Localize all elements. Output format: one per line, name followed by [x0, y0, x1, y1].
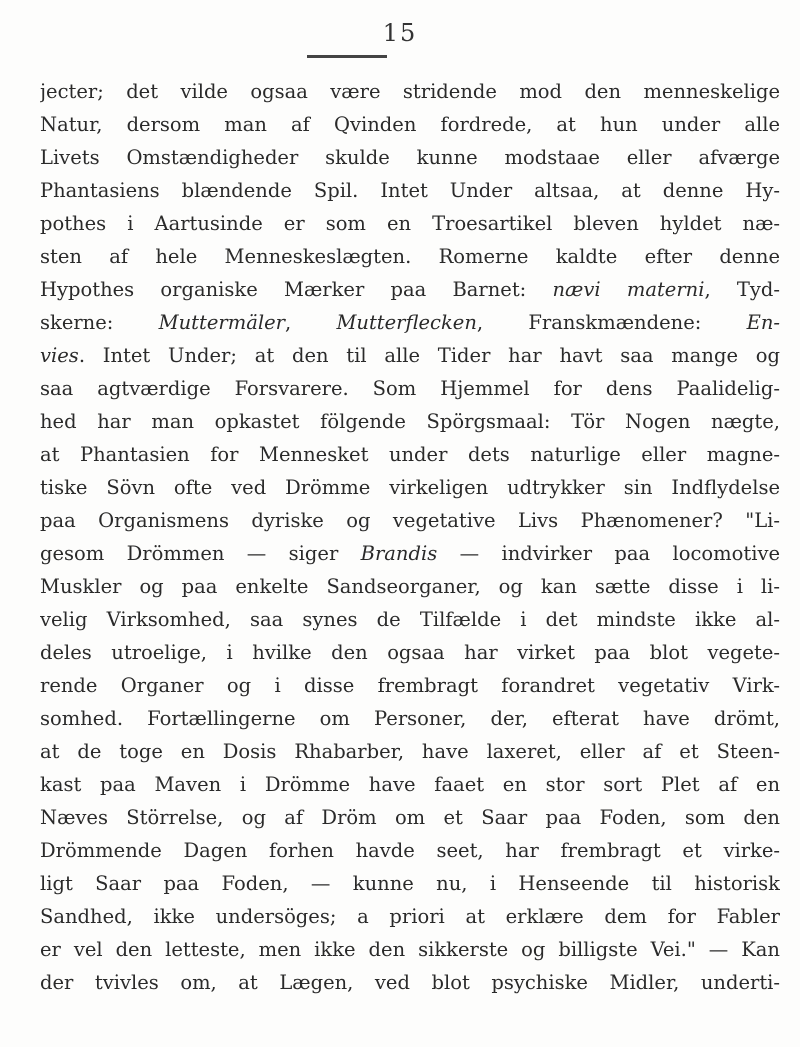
text-line [40, 240, 780, 273]
text-line [40, 801, 780, 834]
body-text [40, 75, 780, 999]
italic-text: En- [746, 311, 780, 334]
text-line [40, 867, 780, 900]
text-line [40, 669, 780, 702]
text-line [40, 768, 780, 801]
text-line [40, 603, 780, 636]
italic-text: Mutterflecken [336, 311, 477, 334]
text-segment: deles utroelige, i hvilke den ogsaa har virket paa blot vegete- [40, 641, 780, 664]
text-segment: Hypothes organiske Mærker paa Barnet: [40, 278, 553, 301]
text-line [40, 75, 780, 108]
italic-text: vies [40, 344, 79, 367]
text-segment: pothes i Aartusinde er som en Troesartikel bleven hyldet næ- [40, 212, 780, 235]
text-line [40, 471, 780, 504]
text-segment: Næves Störrelse, og af Dröm om et Saar paa Foden, som den [40, 806, 780, 829]
text-line [40, 636, 780, 669]
text-line [40, 306, 780, 339]
text-segment: . Intet Under; at den til alle Tider har havt saa mange og [78, 344, 780, 367]
text-segment: Drömmende Dagen forhen havde seet, har frembragt et virke- [40, 839, 780, 862]
italic-text: Muttermäler [158, 311, 285, 334]
text-line [40, 933, 780, 966]
text-line [40, 537, 780, 570]
text-segment: jecter; det vilde ogsaa være stridende mod den menneskelige [40, 80, 780, 103]
text-line [40, 702, 780, 735]
text-segment: Natur, dersom man af Qvinden fordrede, at hun under alle [40, 113, 780, 136]
text-segment: Sandhed, ikke undersöges; a priori at erklære dem for Fabler [40, 905, 780, 928]
text-line [40, 438, 780, 471]
text-segment: saa agtværdige Forsvarere. Som Hjemmel for dens Paalidelig- [40, 377, 780, 400]
text-segment: hed har man opkastet fölgende Spörgsmaal: Tör Nogen nægte, [40, 410, 780, 433]
text-line [40, 372, 780, 405]
text-line [40, 174, 780, 207]
text-line [40, 405, 780, 438]
text-line [40, 735, 780, 768]
text-segment: Phantasiens blændende Spil. Intet Under altsaa, at denne Hy- [40, 179, 780, 202]
text-segment: rende Organer og i disse frembragt forandret vegetativ Virk- [40, 674, 780, 697]
italic-text: nævi materni [552, 278, 705, 301]
text-line [40, 108, 780, 141]
text-segment: at Phantasien for Mennesket under dets naturlige eller magne- [40, 443, 780, 466]
page-number: 15 [382, 19, 418, 47]
text-segment: , [284, 311, 337, 334]
text-segment: somhed. Fortællingerne om Personer, der, efterat have drömt, [40, 707, 780, 730]
text-segment: , Tyd- [704, 278, 780, 301]
page-number-rule [307, 55, 387, 58]
text-segment: er vel den letteste, men ikke den sikkerste og billigste Vei." — Kan [40, 938, 780, 961]
text-segment: gesom Drömmen — siger [40, 542, 361, 565]
text-segment: paa Organismens dyriske og vegetative Livs Phænomener? "Li- [40, 509, 780, 532]
text-segment: ligt Saar paa Foden, — kunne nu, i Henseende til historisk [40, 872, 780, 895]
italic-text: Brandis [360, 542, 438, 565]
text-line [40, 207, 780, 240]
text-line [40, 966, 780, 999]
text-segment: Livets Omstændigheder skulde kunne modstaae eller afværge [40, 146, 780, 169]
text-segment: kast paa Maven i Drömme have faaet en stor sort Plet af en [40, 773, 780, 796]
text-segment: tiske Sövn ofte ved Drömme virkeligen udtrykker sin Indflydelse [40, 476, 780, 499]
text-segment: , Franskmændene: [476, 311, 747, 334]
text-segment: skerne: [40, 311, 159, 334]
text-segment: Muskler og paa enkelte Sandseorganer, og kan sætte disse i li- [40, 575, 780, 598]
text-line [40, 504, 780, 537]
text-segment: velig Virksomhed, saa synes de Tilfælde i det mindste ikke al- [40, 608, 780, 631]
text-segment: at de toge en Dosis Rhabarber, have laxeret, eller af et Steen- [40, 740, 780, 763]
text-line [40, 273, 780, 306]
text-line [40, 834, 780, 867]
text-line [40, 900, 780, 933]
text-segment: — indvirker paa locomotive [437, 542, 780, 565]
text-segment: sten af hele Menneskeslægten. Romerne kaldte efter denne [40, 245, 780, 268]
text-segment: der tvivles om, at Lægen, ved blot psychiske Midler, underti- [40, 971, 780, 994]
text-line [40, 339, 780, 372]
text-line [40, 141, 780, 174]
text-line [40, 570, 780, 603]
